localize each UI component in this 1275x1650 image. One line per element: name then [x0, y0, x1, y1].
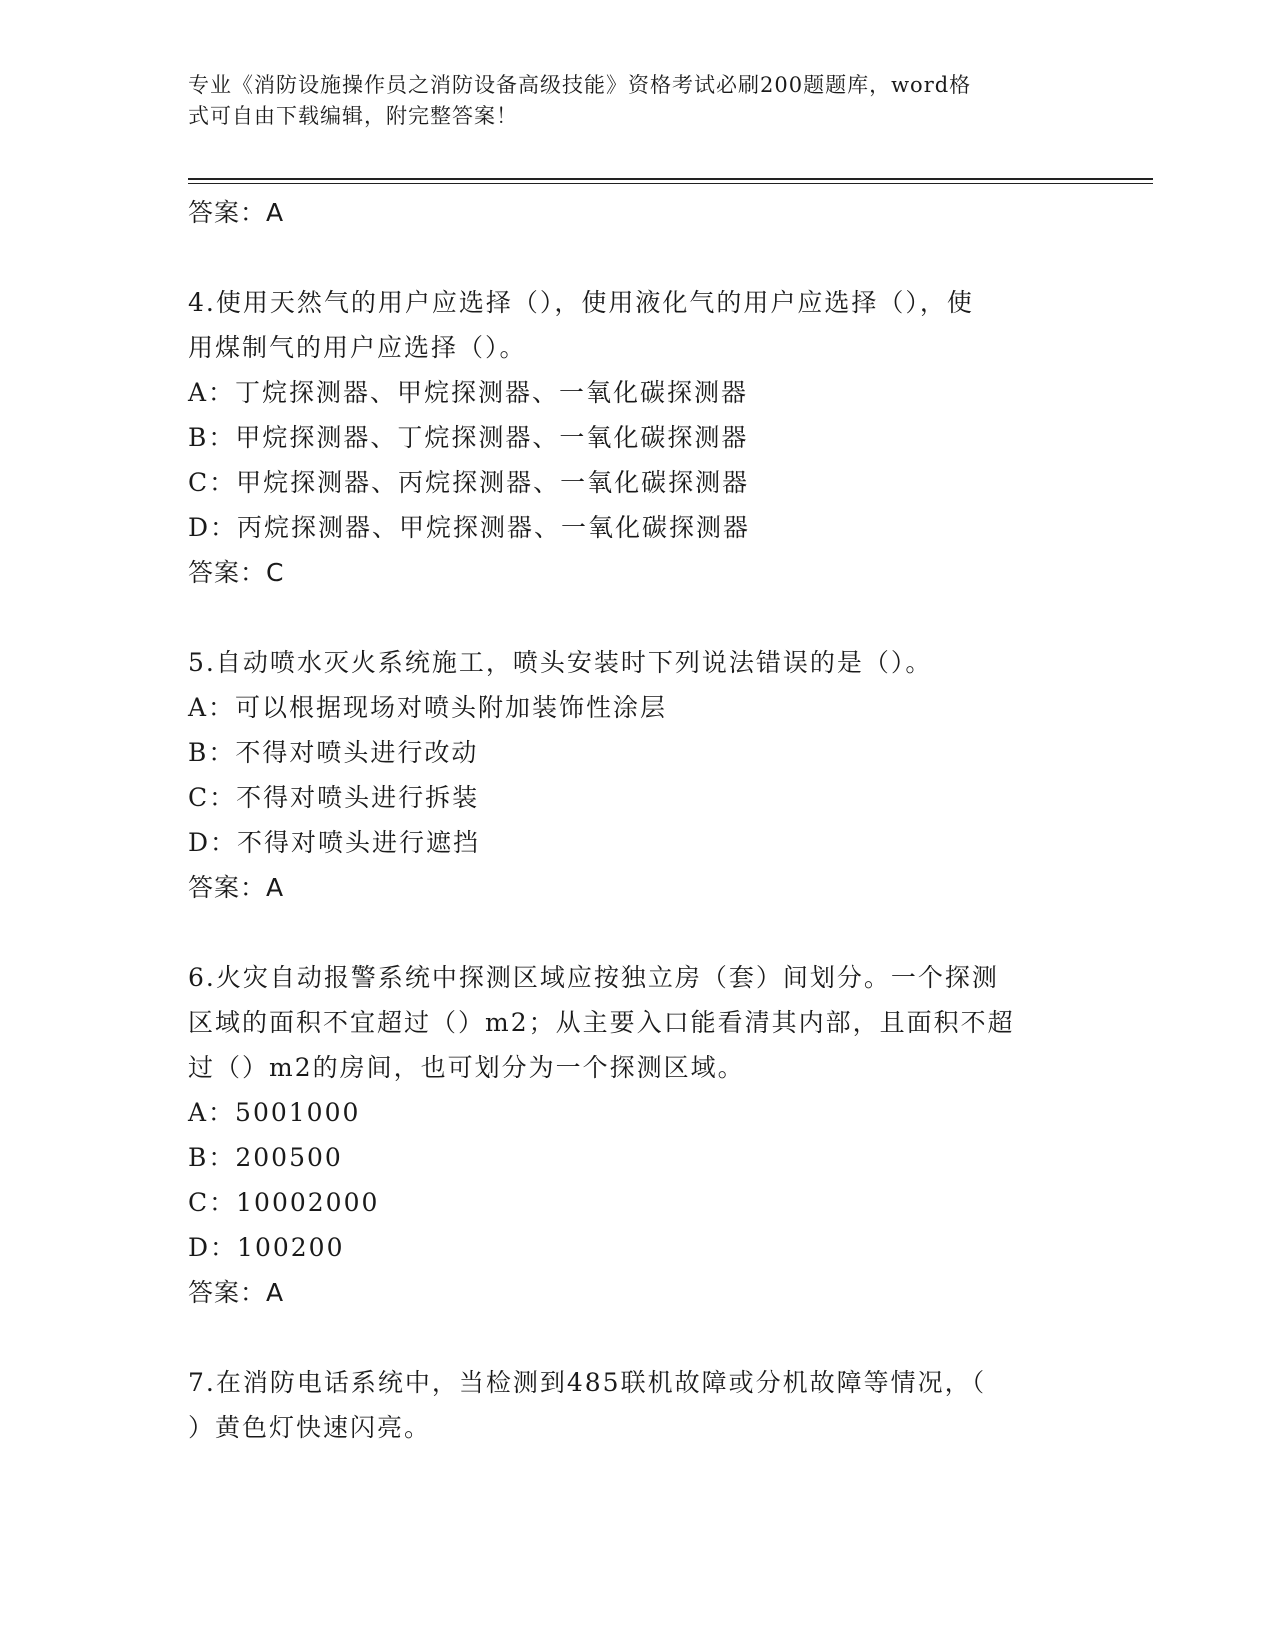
- spacer: [188, 235, 1058, 280]
- spacer: [188, 910, 1058, 955]
- option-d: D：100200: [188, 1233, 345, 1262]
- question-text: 7.在消防电话系统中，当检测到485联机故障或分机故障等情况，（: [188, 1368, 987, 1397]
- question-text: 区域的面积不宜超过（）m2；从主要入口能看清其内部，且面积不超: [188, 1008, 1015, 1037]
- question-4: [188, 280, 1058, 595]
- question-text: 用煤制气的用户应选择（）。: [188, 333, 527, 362]
- option-c: C：10002000: [188, 1188, 380, 1217]
- question-text: 6.火灾自动报警系统中探测区域应按独立房（套）间划分。一个探测: [188, 963, 999, 992]
- answer: 答案：A: [188, 1278, 285, 1307]
- header-line-1: 专业《消防设施操作员之消防设备高级技能》资格考试必刷200题题库，word格: [188, 73, 972, 97]
- header-divider-thin: [188, 183, 1153, 184]
- option-d: D：丙烷探测器、甲烷探测器、一氧化碳探测器: [188, 513, 751, 542]
- option-b: B：不得对喷头进行改动: [188, 738, 479, 767]
- question-text: ）黄色灯快速闪亮。: [188, 1413, 432, 1442]
- question-6: [188, 955, 1058, 1315]
- question-5: [188, 640, 1058, 910]
- question-7: [188, 1360, 1058, 1450]
- option-c: C：不得对喷头进行拆装: [188, 783, 480, 812]
- option-a: A：丁烷探测器、甲烷探测器、一氧化碳探测器: [188, 378, 749, 407]
- previous-answer: 答案：A: [188, 198, 285, 227]
- option-b: B：200500: [188, 1143, 343, 1172]
- question-text: 4.使用天然气的用户应选择（），使用液化气的用户应选择（），使: [188, 288, 974, 317]
- option-a: A：可以根据现场对喷头附加装饰性涂层: [188, 693, 668, 722]
- option-d: D：不得对喷头进行遮挡: [188, 828, 481, 857]
- spacer: [188, 1315, 1058, 1360]
- answer: 答案：A: [188, 873, 285, 902]
- answer: 答案：C: [188, 558, 285, 587]
- option-a: A：5001000: [188, 1098, 361, 1127]
- spacer: [188, 595, 1058, 640]
- question-text: 5.自动喷水灭火系统施工，喷头安装时下列说法错误的是（）。: [188, 648, 933, 677]
- document-header: [188, 70, 1068, 132]
- header-line-2: 式可自由下载编辑，附完整答案！: [188, 104, 518, 128]
- question-list: [188, 190, 1058, 1450]
- option-b: B：甲烷探测器、丁烷探测器、一氧化碳探测器: [188, 423, 749, 452]
- option-c: C：甲烷探测器、丙烷探测器、一氧化碳探测器: [188, 468, 750, 497]
- question-text: 过（）m2的房间，也可划分为一个探测区域。: [188, 1053, 745, 1082]
- header-divider-thick: [188, 178, 1153, 180]
